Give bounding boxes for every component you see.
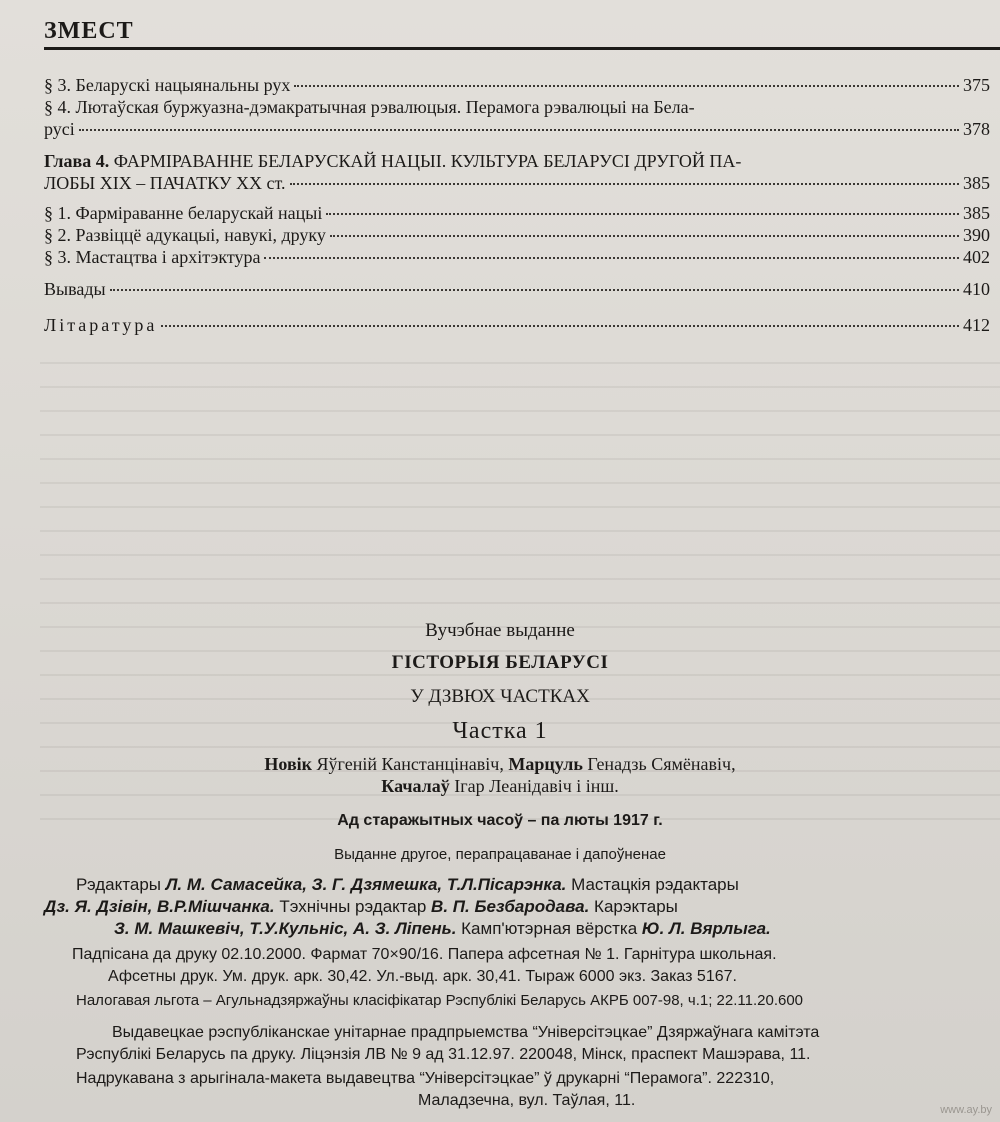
book-parts: У ДЗВЮХ ЧАСТКАХ [410, 686, 590, 707]
editors-names: Дз. Я. Дзівін, В.Р.Мішчанка. [44, 897, 275, 916]
toc-row [44, 314, 990, 336]
editors-text: Рэдактары [76, 875, 166, 894]
toc-label: § 3. Мастацтва і архітэктура [44, 247, 261, 267]
toc-leader [264, 256, 959, 259]
author-name: Ігар Леанідавіч і інш. [449, 776, 619, 796]
print-info-line: Падпісана да друку 02.10.2000. Фармат 70×90/16. Папера афсетная № 1. Гарнітура школьная. [72, 946, 777, 963]
toc-leader [330, 234, 959, 237]
toc-label: Літаратура [44, 315, 158, 335]
toc-row [44, 246, 990, 268]
toc-label-line: § 4. Лютаўская буржуазна-дэмакратычная рэвалюцыя. Перамога рэвалюцыі на Бела- [44, 97, 695, 117]
toc-page: 390 [963, 225, 990, 245]
toc-page: 385 [963, 203, 990, 223]
book-part: Частка 1 [452, 718, 548, 744]
toc-leader [110, 288, 959, 291]
editors-line [0, 918, 1000, 940]
show-through-text [40, 340, 1000, 820]
toc-row [44, 74, 990, 96]
watermark: www.ay.by [940, 1104, 992, 1116]
editors-line [0, 896, 1000, 918]
book-subtitle: Ад старажытных часоў – па люты 1917 г. [337, 812, 663, 829]
author-surname: Качалаў [381, 776, 450, 796]
chapter-prefix: Глава 4. [44, 151, 110, 171]
toc-label: § 2. Развіццё адукацыі, навукі, друку [44, 225, 326, 245]
toc-row [44, 118, 990, 140]
toc-leader [290, 182, 960, 185]
toc-chapter-line [44, 150, 990, 172]
editors-names: Л. М. Самасейка, З. Г. Дзямешка, Т.Л.Пісарэнка. [165, 875, 567, 894]
toc-page: 412 [963, 315, 990, 335]
author-name: Яўгеній Канстанцінавіч, [312, 754, 509, 774]
toc-leader [326, 212, 959, 215]
chapter-title: ФАРМІРАВАННЕ БЕЛАРУСКАЙ НАЦЫІ. КУЛЬТУРА БЕЛАРУСІ ДРУГОЙ ПА- [113, 151, 742, 171]
print-info-line: Афсетны друк. Ум. друк. арк. 30,42. Ул.-выд. арк. 30,41. Тыраж 6000 экз. Заказ 5167. [108, 968, 737, 985]
editors-names: В. П. Безбародава. [431, 897, 590, 916]
toc-row [44, 224, 990, 246]
toc-leader [79, 128, 959, 131]
toc-row [44, 278, 990, 300]
toc-page: 385 [963, 173, 990, 193]
printer-line: Надрукавана з арыгінала-макета выдавецтва “Універсітэцкае” ў друкарні “Перамога”. 222310, [76, 1070, 775, 1087]
toc-page: 410 [963, 279, 990, 299]
authors-line-1 [0, 754, 1000, 775]
toc-leader [294, 84, 959, 87]
author-surname: Новік [264, 754, 313, 774]
publisher-block [0, 1022, 1000, 1066]
edition-type: Вучэбнае выданне [425, 620, 575, 641]
header-title: ЗМЕСТ [44, 18, 134, 44]
author-name: Генадзь Сямёнавіч, [582, 754, 736, 774]
editors-line [0, 874, 1000, 896]
table-of-contents [44, 74, 990, 336]
publisher-line: Выдавецкае рэспубліканскае унітарнае прадпрыемства “Універсітэцкае” Дзяржаўнага камітэта [112, 1024, 820, 1041]
tax-block [0, 990, 1000, 1012]
printer-line: Маладзечна, вул. Таўлая, 11. [418, 1092, 636, 1109]
toc-label: русі [44, 119, 75, 139]
book-title: ГІСТОРЫЯ БЕЛАРУСІ [391, 652, 609, 673]
editors-names: З. М. Машкевіч, Т.У.Кульніс, А. З. Ліпень. [114, 919, 457, 938]
publisher-line: Рэспублікі Беларусь па друку. Ліцэнзія ЛВ № 9 ад 31.12.97. 220048, Мінск, праспект Машэрава, 11. [76, 1046, 811, 1063]
toc-page: 375 [963, 75, 990, 95]
tax-line: Налогавая льгота – Агульнадзяржаўны класіфікатар Рэспублікі Беларусь АКРБ 007-98, ч.1; 22.11.20.600 [76, 992, 804, 1009]
print-info-block [0, 944, 1000, 988]
author-surname: Марцуль [508, 754, 583, 774]
editors-text: Камп'ютэрная вёрстка [456, 919, 642, 938]
edition-note: Выданне другое, перапрацаванае і дапоўненае [334, 846, 666, 863]
editors-block [0, 874, 1000, 940]
page-header [44, 18, 1000, 50]
editors-text: Карэктары [589, 897, 678, 916]
toc-row [44, 172, 990, 194]
toc-page: 378 [963, 119, 990, 139]
printer-block [0, 1068, 1000, 1112]
toc-label: § 1. Фарміраванне беларускай нацыі [44, 203, 323, 223]
editors-text: Тэхнічны рэдактар [274, 897, 432, 916]
toc-leader [161, 324, 959, 327]
toc-label: ЛОБЫ XIX – ПАЧАТКУ XX ст. [44, 173, 286, 193]
toc-page: 402 [963, 247, 990, 267]
toc-label: § 3. Беларускі нацыянальны рух [44, 75, 291, 95]
toc-row [44, 202, 990, 224]
authors-line-2 [0, 776, 1000, 797]
editors-text: Мастацкія рэдактары [566, 875, 739, 894]
editors-names: Ю. Л. Вярлыга. [641, 919, 771, 938]
toc-label: Вывады [44, 279, 106, 299]
